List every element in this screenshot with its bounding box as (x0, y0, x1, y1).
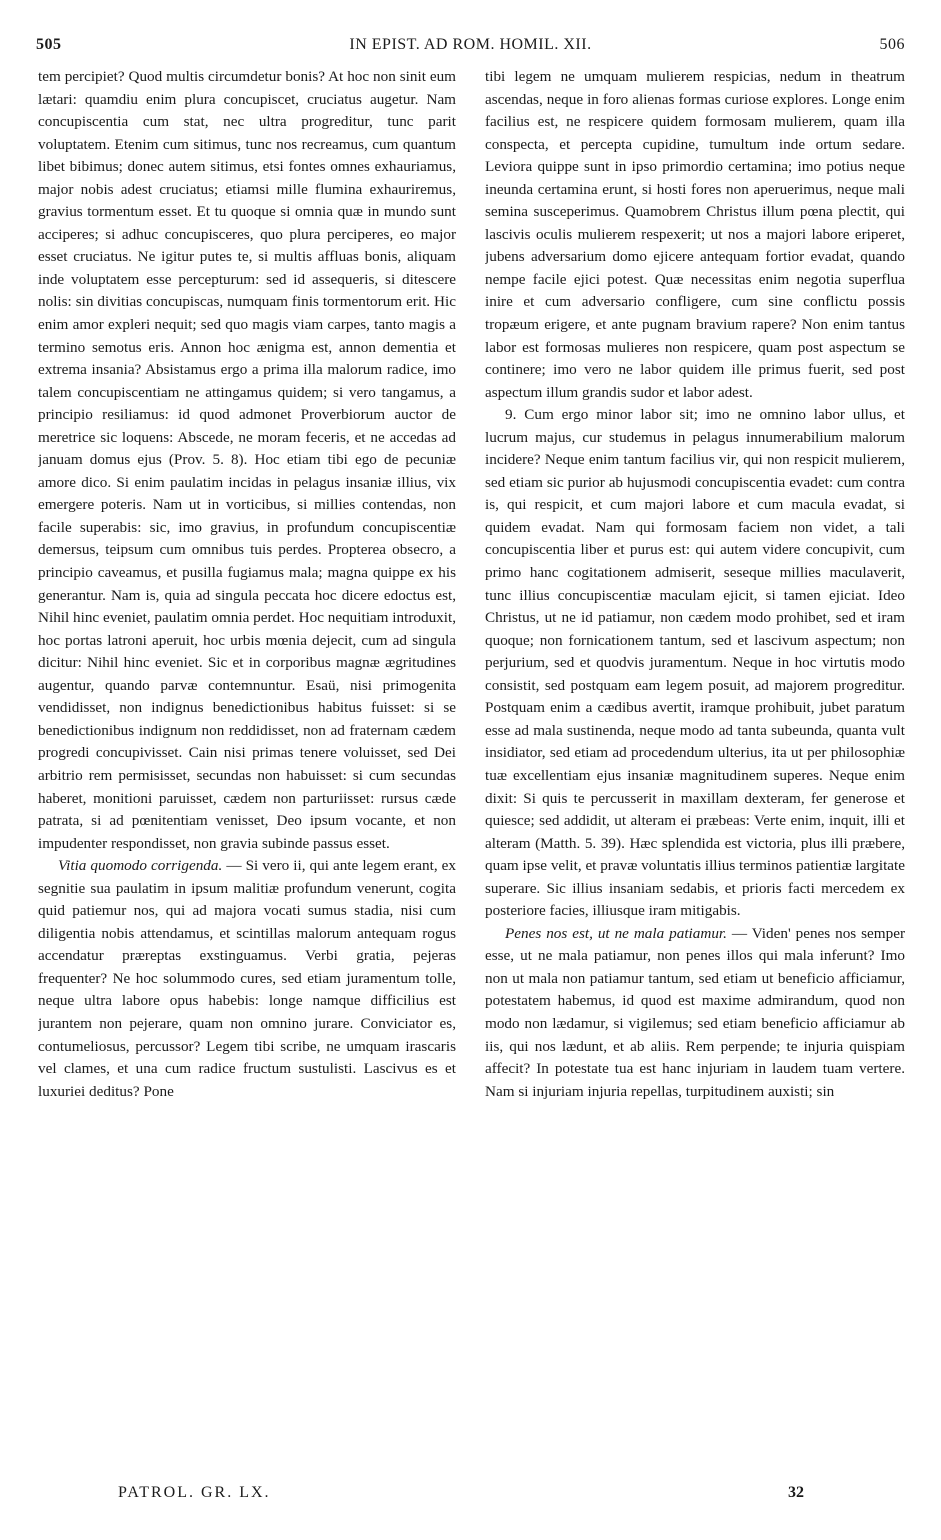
left-paragraph-2 (38, 855, 456, 1103)
section-heading-penes: Penes nos est, ut ne mala patiamur. (505, 924, 727, 942)
right-paragraph-3-text: — Viden' penes nos semper esse, ut ne mala patiamur, non penes illos qui mala inferunt? Imo non ut mala non patiamur tantum, sed etiam ut beneficio afficiamur, potestatem habemus, id quod est maxime admirandum, quod non modo non lædamur, si vigilemus; sed etiam beneficio afficiamur ab iis, qui nos lædunt, et ab aliis. Rem perpende; te injuria quispiam affecit? In potestate tua est hanc injuriam in laudem tuam vertere. Nam si injuriam injuria repellas, turpitudinem auxisti; sin (485, 924, 905, 1100)
section-heading-vitia: Vitia quomodo corrigenda. (58, 857, 223, 875)
right-paragraph-1: tibi legem ne umquam mulierem respicias, nedum in theatrum ascendas, neque in foro alienas formas curiose explores. Longe enim facilius est, ne respicere quidem formosam mulierem, quam illa conspecta, et percepta cupidine, tumultum inde ortum sedare. Leviora quippe sunt in ipso primordio certamina; imo potius neque ineunda certamina erunt, si hosti fores non aperuerimus, neque mali semina susceperimus. Quamobrem Christus illum pœna plectit, qui lascivis oculis mulierem respexerit; ut nos a majori labore eriperet, jubens adversarium domo ejicere antequam fortior evadat, quando nempe facile ejici potest. Quæ necessitas enim negotia superflua inire et cum adversario confligere, cum sine conflictu possis tropæum erigere, et ante pugnam bravium rapere? Non enim tantus labor est formosas mulieres non respicere, quam post aspectum se continere; imo vero ne labor quidem ille primus fuerit, sed post aspectum illum grandis sudor et labor adest. (485, 68, 905, 401)
footer-signature: 32 (788, 1484, 804, 1501)
left-paragraph-1: tem percipiet? Quod multis circumdetur bonis? At hoc non sinit eum lætari: quamdiu enim plura concupiscet, cruciatus augetur. Nam concupiscentia cum stat, nec ultra progreditur, tunc parit voluptatem. Etenim cum sitimus, tunc nos recreamus, cum quantum libet bibimus; donec autem sitimus, etsi fontes omnes exhauriamus, major nobis adest cruciatus; etiamsi mille flumina exhauriremus, gravius tormentum esset. Et tu quoque si omnia quæ in mundo sunt acciperes; si adhuc concupisceres, quo plura perciperes, eo major esset cruciatus. Ne igitur putes te, si multis affluas bonis, aliquam inde voluptatem esse percepturum: sed id assequeris, si ditescere nolis: sin divitias concupiscas, numquam finis tormentorum erit. Hic enim amor expleri nequit; sed quo magis viam carpes, tanto magis a termino semotus eris. Annon hoc ænigma est, annon dementia et extrema insania? Absistamus ergo a prima illa malorum radice, imo talem concupiscentiam ne attingamus quidem; si vero tangamus, a principio resiliamus: id quod admonet Proverbiorum auctor de meretrice sic loquens: Abscede, ne moram feceris, et ne accedas ad januam domus ejus (Prov. 5. 8). Hoc etiam tibi ego de pecuniæ amore dico. Si enim paulatim incidas in pelagus insaniæ illius, vix emergere poteris. Nam ut in vorticibus, si millies contendas, non facile superabis: sic, imo gravius, in profundum concupiscentiæ demersus, teipsum cum omnibus tuis perdes. Propterea obsecro, a principio caveamus, et pusilla fugiamus mala; magna quippe ex his generantur. Nam is, quia ad singula peccata hoc dicere edoctus est, Nihil hinc eveniet, paulatim omnia perdet. Hoc nequitiam introduxit, hoc portas latroni aperuit, hoc urbis mœnia dejecit, cum ad singula dicitur: Nihil hinc eveniet. Sic et in corporibus magnæ ægritudines augentur, quando parvæ contemnuntur. Esaü, nisi primogenita vendidisset, non indignus benedictionibus habitus fuisset: si se benedictionibus indignum non reddidisset, non ad fraternam cædem progredi concupivisset. Cain nisi primas tenere voluisset, sed Dei arbitrio rem permisisset, secundas non habuisset: si cum secundas haberet, monitioni paruisset, cædem non parturiisset: rursus cæde patrata, si ad pœnitentiam venisset, Deo ipsum vocante, et non impudenter respondisset, non gravia subinde passus esset. (38, 68, 456, 852)
right-paragraph-2: 9. Cum ergo minor labor sit; imo ne omnino labor ullus, et lucrum majus, cur studemus in pelagus innumerabilium malorum incidere? Neque enim tantum facilius vir, qui non respicit mulierem, sed etiam sic purior ab hujusmodi concupiscentia evadet: cum contra is, qui respicit, et cum majori labore et cum macula evadat, si quidem evadat. Nam qui formosam faciem non videt, a tali concupiscentia liber et purus est: qui autem videre concupivit, cum primo hanc cogitationem admiserit, seseque millies maculaverit, tunc illius concupiscentiæ maculam ejicit, si tamen ejiciat. Ideo Christus, ut ne id patiamur, non cædem modo prohibet, sed et iram quoque; non fornicationem tantum, sed et lascivum aspectum; non perjurium, sed et quodvis juramentum. Neque in hoc virtutis modo consistit, sed postquam eam legem posuit, ad majorem progreditur. Postquam enim a cædibus avertit, iramque prohibuit, jubet paratum esse ad mala sustinenda, neque modo ad tanta subeunda, quanta vult insidiator, sed etiam ad procedendum ulterius, ita ut per philosophiæ tuæ excellentiam ejus insaniæ magnitudinem superes. Neque enim dixit: Si quis te percusserit in maxillam dexteram, fer generose et quiesce; sed addidit, ut alteram ei præbeas: Verte enim, inquit, illi et alteram (Matth. 5. 39). Hæc splendida est victoria, plus illi præbere, quam ipse velit, et pravæ voluntatis illius terminos patientiæ largitate superare. Sic illius insaniam sedabis, et prioris facti mercedem ex posteriore facies, illiusque iram mitigabis. (485, 406, 905, 920)
left-column (38, 66, 456, 1481)
right-column (485, 66, 905, 1481)
running-head (36, 36, 905, 58)
page-number-right: 506 (879, 36, 905, 53)
footer-source: PATROL. GR. LX. (118, 1484, 271, 1501)
left-paragraph-2-text: — Si vero ii, qui ante legem erant, ex segnitie sua paulatim in ipsum malitiæ profundum venerunt, cogita quid patiemur nos, qui ad majora vocati sumus stadia, nisi cum diligentia nobis attendamus, et scintillas malorum antequam rogus accendatur præreptas exstinguamus. Verbi gratia, pejeras frequenter? Ne hoc solummodo cures, sed etiam juramentum tolle, neque ultra labore opus habebis: longe namque difficilius est jurantem non pejerare, quam non omnino jurare. Conviciator es, contumeliosus, percussor? Legem tibi scribe, ne umquam irascaris vel clames, et una cum radice fructum sustulisti. Lascivus es et luxuriei deditus? Pone (38, 857, 456, 1100)
page-number-left: 505 (36, 36, 62, 53)
running-title: IN EPIST. AD ROM. HOMIL. XII. (349, 36, 592, 53)
right-paragraph-3 (485, 923, 905, 1103)
